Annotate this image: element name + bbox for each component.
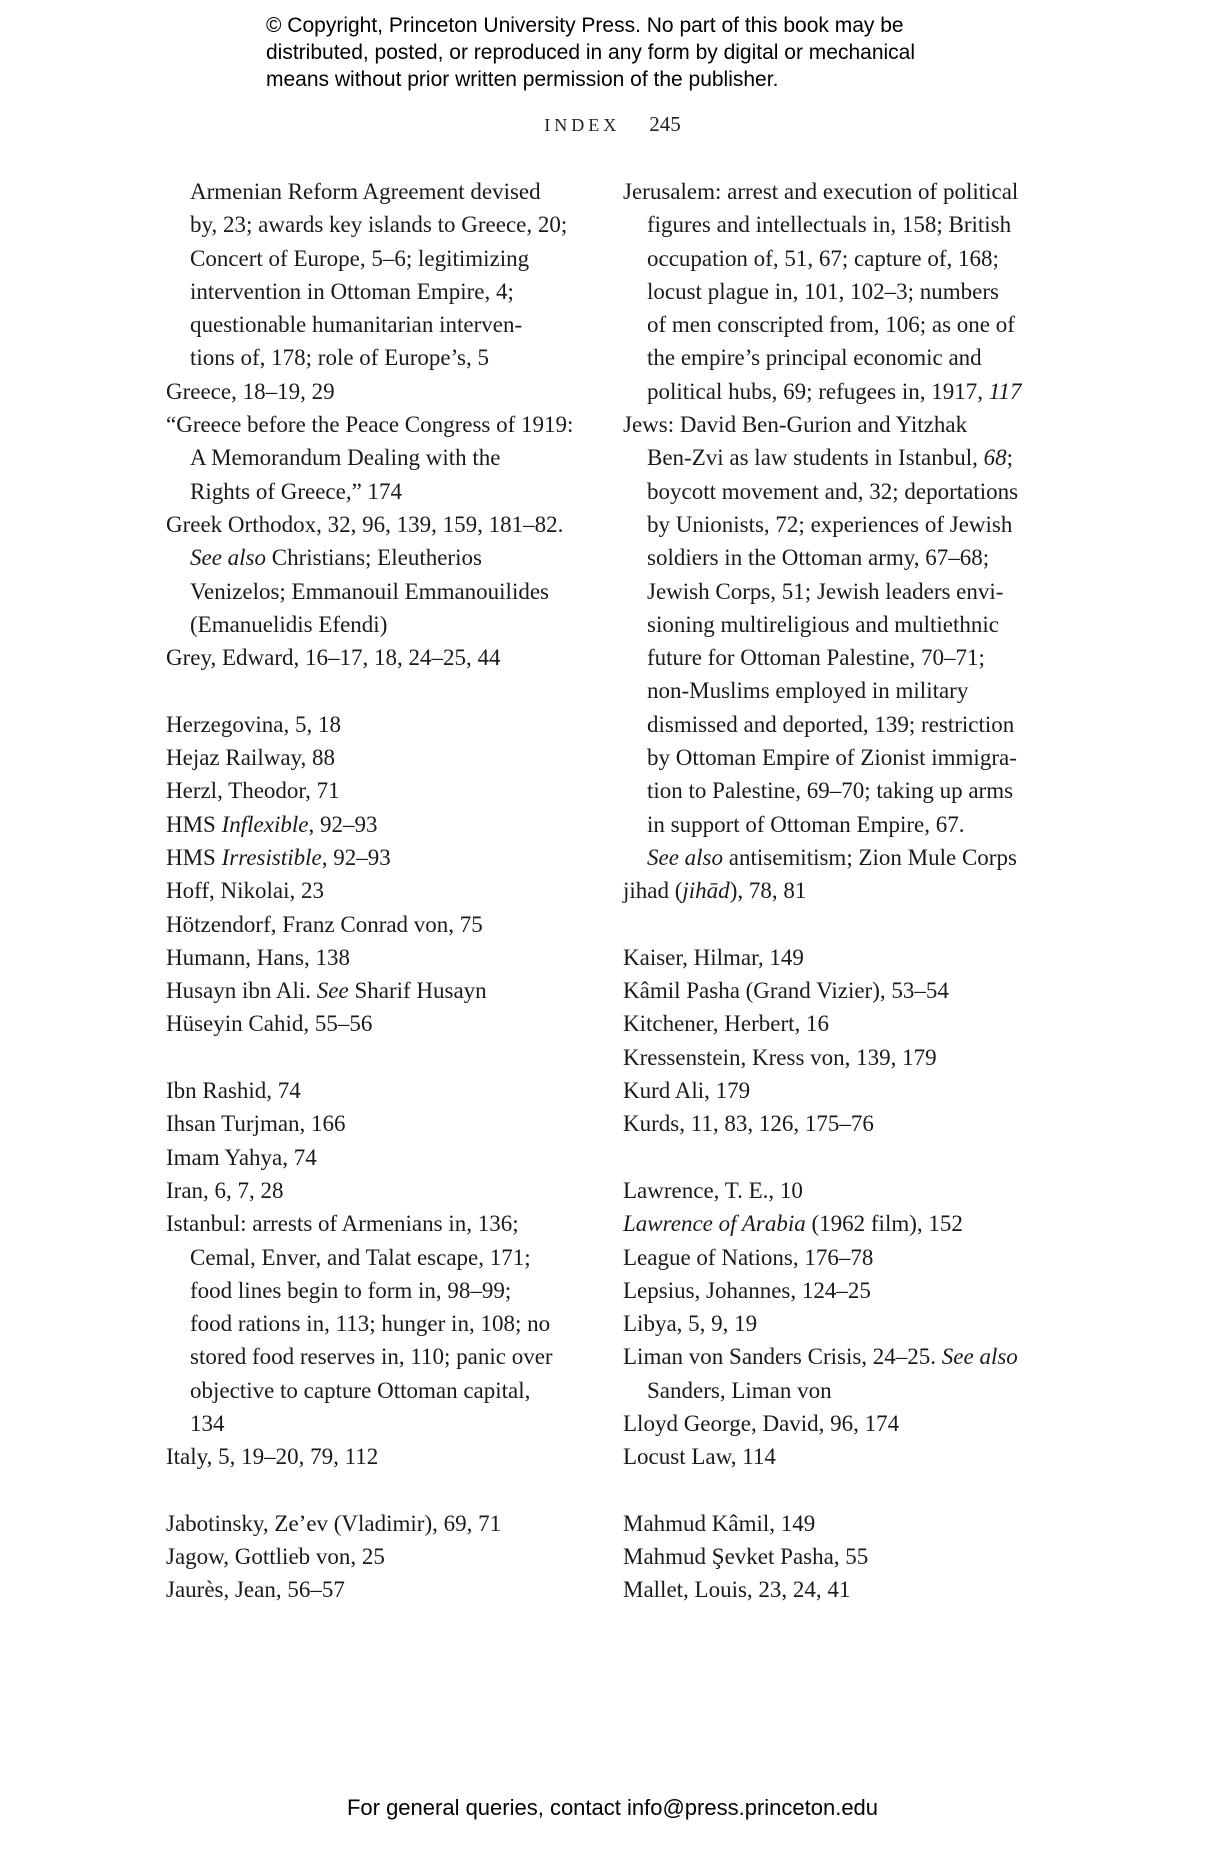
index-text: Jerusalem: arrest and execution of political	[623, 179, 1019, 204]
index-text: 134	[190, 1410, 225, 1436]
index-entry-line	[166, 1207, 586, 1240]
index-entry	[166, 408, 586, 508]
index-entry-line	[166, 708, 586, 741]
index-text: Ibn Rashid, 74	[166, 1078, 301, 1104]
index-italic-text: Lawrence of Arabia	[623, 1211, 806, 1237]
index-entry	[166, 1174, 586, 1207]
index-entry-line	[623, 508, 1043, 541]
index-entry-line	[623, 242, 1043, 275]
index-entry	[623, 1274, 1043, 1307]
index-text: HMS	[166, 811, 222, 837]
index-entry-line	[623, 441, 1043, 474]
index-text: Rights of Greece,” 174	[190, 478, 403, 504]
index-text: Mahmud Şevket Pasha, 55	[623, 1544, 869, 1570]
index-entry-line	[166, 1141, 586, 1174]
index-entry-line	[166, 1407, 586, 1440]
index-entry	[166, 841, 586, 874]
index-entry-line	[623, 175, 1043, 208]
index-entry-line	[166, 1007, 586, 1040]
index-text: Kressenstein, Kress von, 139, 179	[623, 1044, 937, 1070]
index-text: Grey, Edward, 16–17, 18, 24–25, 44	[166, 645, 501, 671]
section-gap	[166, 674, 586, 707]
index-text: boycott movement and, 32; deportations	[647, 478, 1019, 504]
index-entry-line	[623, 874, 1043, 907]
index-text: Kurd Ali, 179	[623, 1078, 751, 1104]
copyright-notice	[266, 12, 1026, 93]
running-head	[0, 112, 1225, 137]
index-text: ), 78, 81	[729, 878, 807, 904]
index-text: political hubs, 69; refugees in, 1917,	[647, 378, 989, 404]
index-entry-line	[166, 208, 586, 241]
index-entry	[166, 1540, 586, 1573]
index-entry-line	[166, 1174, 586, 1207]
index-italic-text: Irresistible	[221, 844, 322, 870]
index-entry	[166, 908, 586, 941]
index-entry-line	[623, 541, 1043, 574]
index-italic-text: jihād	[682, 878, 730, 904]
index-text: in support of Ottoman Empire, 67.	[647, 811, 965, 837]
index-italic-text: 117	[988, 378, 1022, 404]
index-entry-line	[623, 341, 1043, 374]
index-entry-line	[623, 475, 1043, 508]
section-gap	[623, 908, 1043, 941]
index-text: of men conscripted from, 106; as one of	[647, 312, 1015, 338]
copyright-line: © Copyright, Princeton University Press. No part of this book may be	[266, 14, 904, 37]
index-text: Lloyd George, David, 96, 174	[623, 1410, 900, 1436]
index-text: A Memorandum Dealing with the	[190, 445, 501, 471]
index-italic-text: See also	[647, 844, 724, 870]
index-entry-line	[166, 375, 586, 408]
index-entry	[623, 1540, 1043, 1573]
index-entry-line	[166, 1540, 586, 1573]
index-text: Mahmud Kâmil, 149	[623, 1510, 816, 1536]
page-number: 245	[649, 112, 681, 136]
index-entry-line	[166, 774, 586, 807]
index-text: Imam Yahya, 74	[166, 1144, 317, 1170]
index-italic-text: See also	[190, 545, 267, 571]
index-entry-line	[166, 508, 586, 541]
index-entry-line	[166, 1440, 586, 1473]
index-entry	[623, 941, 1043, 974]
index-entry-line	[166, 841, 586, 874]
index-entry-line	[166, 741, 586, 774]
copyright-line: means without prior written permission of the publisher.	[266, 68, 779, 91]
index-text: the empire’s principal economic and	[647, 345, 982, 371]
index-italic-text: See	[316, 978, 349, 1004]
index-text: Istanbul: arrests of Armenians in, 136;	[166, 1211, 519, 1237]
index-text: Lepsius, Johannes, 124–25	[623, 1277, 871, 1303]
index-entry-line	[623, 1440, 1043, 1473]
index-text: Mallet, Louis, 23, 24, 41	[623, 1577, 851, 1603]
index-entry-line	[166, 1507, 586, 1540]
section-gap	[623, 1141, 1043, 1174]
index-italic-text: 68	[983, 445, 1007, 471]
index-text: objective to capture Ottoman capital,	[190, 1377, 531, 1403]
index-text: Herzegovina, 5, 18	[166, 711, 341, 737]
index-entry	[166, 1007, 586, 1040]
index-entry	[623, 1307, 1043, 1340]
index-entry-line	[623, 1540, 1043, 1573]
index-text: (Emanuelidis Efendi)	[190, 611, 388, 637]
index-entry-line	[166, 908, 586, 941]
index-entry	[623, 1241, 1043, 1274]
index-entry	[166, 741, 586, 774]
index-entry-line	[623, 1007, 1043, 1040]
index-text: Hejaz Railway, 88	[166, 745, 336, 771]
section-gap	[166, 1041, 586, 1074]
index-entry-line	[623, 708, 1043, 741]
index-entry-line	[623, 1340, 1043, 1373]
index-entry	[623, 1107, 1043, 1140]
index-text: Greek Orthodox, 32, 96, 139, 159, 181–82.	[166, 511, 564, 537]
index-text: questionable humanitarian interven-	[190, 312, 523, 338]
index-text: Herzl, Theodor, 71	[166, 778, 340, 804]
index-entry	[166, 508, 586, 641]
index-text: Venizelos; Emmanouil Emmanouilides	[190, 578, 549, 604]
index-entry-line	[623, 1174, 1043, 1207]
index-entry	[166, 974, 586, 1007]
index-italic-text: Inflexible	[221, 811, 309, 837]
index-entry-line	[166, 1241, 586, 1274]
index-entry	[166, 708, 586, 741]
index-entry-line	[623, 1573, 1043, 1606]
index-entry-line	[623, 1307, 1043, 1340]
index-entry	[166, 941, 586, 974]
index-entry-line	[623, 375, 1043, 408]
index-text: Jagow, Gottlieb von, 25	[166, 1544, 385, 1570]
index-text: Italy, 5, 19–20, 79, 112	[166, 1444, 379, 1470]
index-entry-line	[623, 741, 1043, 774]
index-entry	[166, 641, 586, 674]
index-text: League of Nations, 176–78	[623, 1244, 874, 1270]
index-entry-line	[623, 941, 1043, 974]
index-entry	[623, 1007, 1043, 1040]
index-entry-line	[166, 608, 586, 641]
index-text: Kurds, 11, 83, 126, 175–76	[623, 1111, 874, 1137]
footer-contact: For general queries, contact info@press.princeton.edu	[346, 1795, 879, 1820]
index-entry-line	[623, 1074, 1043, 1107]
index-entry	[623, 974, 1043, 1007]
index-text: food rations in, 113; hunger in, 108; no	[190, 1311, 551, 1337]
index-text: Christians; Eleutherios	[266, 545, 482, 571]
index-text: antisemitism; Zion Mule Corps	[723, 844, 1017, 870]
index-text: by Unionists, 72; experiences of Jewish	[647, 511, 1013, 537]
index-text: figures and intellectuals in, 158; British	[647, 212, 1012, 238]
index-text: occupation of, 51, 67; capture of, 168;	[647, 245, 999, 271]
index-text: stored food reserves in, 110; panic over	[190, 1344, 553, 1370]
index-text: Lawrence, T. E., 10	[623, 1177, 803, 1203]
index-text: tions of, 178; role of Europe’s, 5	[190, 345, 489, 371]
index-text: Hoff, Nikolai, 23	[166, 878, 325, 904]
section-gap	[623, 1474, 1043, 1507]
index-text: future for Ottoman Palestine, 70–71;	[647, 645, 985, 671]
index-text: Locust Law, 114	[623, 1444, 776, 1470]
index-text: Ben-Zvi as law students in Istanbul,	[647, 445, 984, 471]
index-text: Husayn ibn Ali.	[166, 978, 317, 1004]
index-text: locust plague in, 101, 102–3; numbers	[647, 278, 999, 304]
index-entry-line	[166, 575, 586, 608]
index-entry-line	[623, 808, 1043, 841]
index-text: jihad (	[623, 878, 683, 904]
index-entry	[623, 1407, 1043, 1440]
index-text: , 92–93	[308, 811, 378, 837]
index-entry	[623, 1340, 1043, 1407]
index-entry-line	[623, 408, 1043, 441]
index-text: ;	[1006, 445, 1014, 471]
index-entry	[166, 1507, 586, 1540]
index-text: Sharif Husayn	[348, 978, 487, 1004]
index-entry-line	[166, 308, 586, 341]
index-text: Hötzendorf, Franz Conrad von, 75	[166, 911, 483, 937]
index-entry-line	[166, 275, 586, 308]
index-entry-line	[623, 1274, 1043, 1307]
index-entry	[166, 375, 586, 408]
index-text: Jabotinsky, Ze’ev (Vladimir), 69, 71	[166, 1510, 502, 1536]
index-text: HMS	[166, 844, 222, 870]
index-entry-line	[166, 341, 586, 374]
index-entry-line	[623, 1207, 1043, 1240]
index-text: , 92–93	[321, 844, 391, 870]
index-entry-line	[623, 641, 1043, 674]
index-text: Kaiser, Hilmar, 149	[623, 944, 804, 970]
index-entry-line	[166, 1074, 586, 1107]
index-entry-line	[166, 1573, 586, 1606]
index-text: dismissed and deported, 139; restriction	[647, 711, 1015, 737]
index-entry-line	[623, 208, 1043, 241]
index-entry-line	[166, 641, 586, 674]
index-entry-line	[166, 941, 586, 974]
index-entry-line	[623, 774, 1043, 807]
index-entry-line	[623, 1041, 1043, 1074]
index-entry	[166, 1573, 586, 1606]
index-text: Iran, 6, 7, 28	[166, 1177, 284, 1203]
index-text: Greece, 18–19, 29	[166, 378, 335, 404]
index-entry	[166, 1440, 586, 1473]
index-entry-line	[166, 1307, 586, 1340]
index-entry-line	[166, 1374, 586, 1407]
index-text: Kitchener, Herbert, 16	[623, 1011, 829, 1037]
index-italic-text: See also	[941, 1344, 1018, 1370]
index-entry-line	[623, 1241, 1043, 1274]
index-text: Kâmil Pasha (Grand Vizier), 53–54	[623, 978, 949, 1004]
index-text: Armenian Reform Agreement devised	[190, 179, 541, 204]
index-text: Libya, 5, 9, 19	[623, 1311, 758, 1337]
index-text: (1962 film), 152	[805, 1211, 963, 1237]
index-entry-line	[623, 608, 1043, 641]
index-text: Liman von Sanders Crisis, 24–25.	[623, 1344, 942, 1370]
index-text: tion to Palestine, 69–70; taking up arms	[647, 778, 1014, 804]
index-entry	[623, 874, 1043, 907]
index-text: non-Muslims employed in military	[647, 678, 969, 704]
index-entry-line	[623, 974, 1043, 1007]
index-text: intervention in Ottoman Empire, 4;	[190, 278, 514, 304]
section-gap	[166, 1474, 586, 1507]
index-entry-line	[623, 1374, 1043, 1407]
index-entry	[623, 1440, 1043, 1473]
index-text: Sanders, Liman von	[647, 1377, 832, 1403]
index-entry	[623, 1573, 1043, 1606]
index-text: Humann, Hans, 138	[166, 944, 350, 970]
index-entry	[166, 1207, 586, 1440]
index-entry-line	[623, 1107, 1043, 1140]
index-entry	[623, 1207, 1043, 1240]
index-entry-line	[166, 874, 586, 907]
index-column-left	[166, 175, 586, 1607]
index-entry	[623, 1074, 1043, 1107]
index-entry	[166, 1107, 586, 1140]
index-entry-line	[623, 1407, 1043, 1440]
running-head-label: INDEX	[544, 115, 621, 135]
index-entry	[166, 774, 586, 807]
index-entry-line	[166, 1107, 586, 1140]
index-entry-line	[166, 441, 586, 474]
index-text: soldiers in the Ottoman army, 67–68;	[647, 545, 990, 571]
index-entry-line	[623, 1507, 1043, 1540]
index-entry-line	[166, 408, 586, 441]
index-text: Concert of Europe, 5–6; legitimizing	[190, 245, 530, 271]
index-entry	[166, 874, 586, 907]
index-entry-line	[166, 175, 586, 208]
index-entry-line	[623, 275, 1043, 308]
index-entry-line	[623, 841, 1043, 874]
index-entry	[166, 1141, 586, 1174]
index-text: Jews: David Ben-Gurion and Yitzhak	[623, 412, 968, 438]
index-text: Cemal, Enver, and Talat escape, 171;	[190, 1244, 531, 1270]
index-column-right	[623, 175, 1043, 1607]
index-text: Jaurès, Jean, 56–57	[166, 1577, 345, 1603]
index-entry	[623, 1174, 1043, 1207]
index-entry	[623, 1507, 1043, 1540]
copyright-line: distributed, posted, or reproduced in any form by digital or mechanical	[266, 41, 916, 64]
index-entry-line	[166, 974, 586, 1007]
index-entry-line	[166, 808, 586, 841]
index-entry-line	[623, 575, 1043, 608]
index-entry-line	[166, 1274, 586, 1307]
index-text: “Greece before the Peace Congress of 1919:	[166, 412, 574, 438]
index-entry-line	[166, 1340, 586, 1373]
index-text: Jewish Corps, 51; Jewish leaders envi-	[647, 578, 1004, 604]
index-text: by, 23; awards key islands to Greece, 20;	[190, 212, 568, 238]
index-text: Hüseyin Cahid, 55–56	[166, 1011, 373, 1037]
index-text: sioning multireligious and multiethnic	[647, 611, 999, 637]
index-text: by Ottoman Empire of Zionist immigra-	[647, 745, 1017, 771]
index-entry-line	[623, 308, 1043, 341]
index-entry	[623, 1041, 1043, 1074]
index-entry-line	[623, 674, 1043, 707]
index-entry	[166, 175, 586, 375]
index-entry	[623, 408, 1043, 874]
index-text: food lines begin to form in, 98–99;	[190, 1277, 512, 1303]
index-entry-line	[166, 475, 586, 508]
index-entry	[166, 808, 586, 841]
index-text: Ihsan Turjman, 166	[166, 1111, 346, 1137]
index-entry-line	[166, 541, 586, 574]
index-entry	[623, 175, 1043, 408]
index-entry	[166, 1074, 586, 1107]
index-entry-line	[166, 242, 586, 275]
